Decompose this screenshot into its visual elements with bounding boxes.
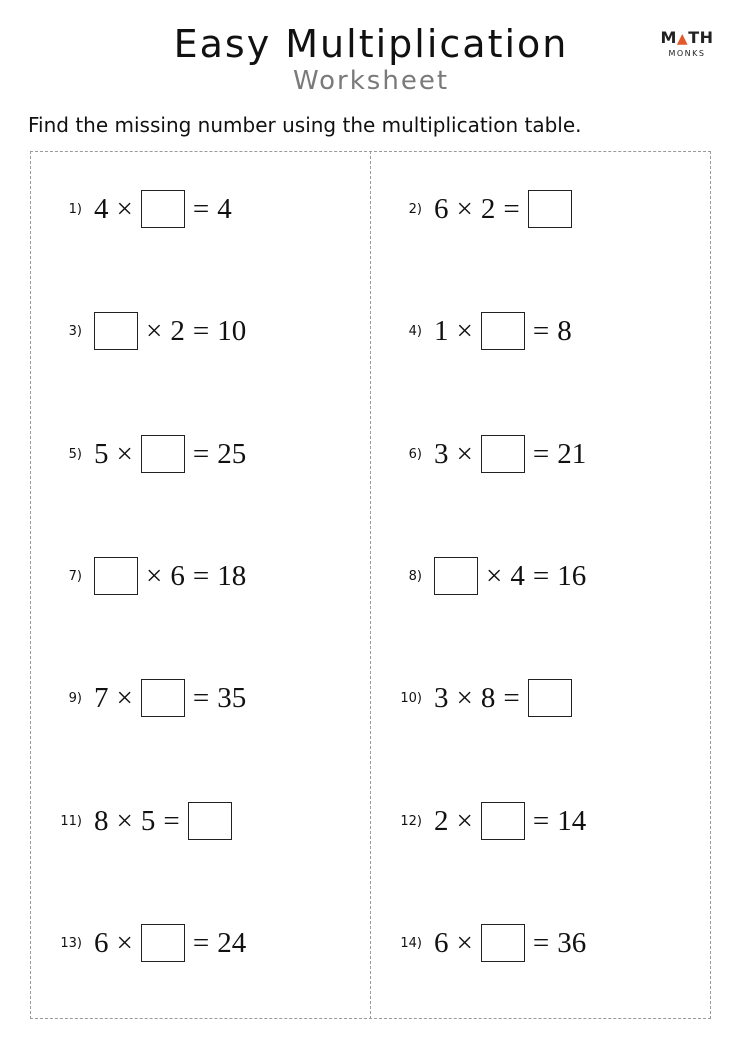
equals-sign: = xyxy=(503,192,520,225)
operand: 4 xyxy=(94,192,109,225)
answer-box[interactable] xyxy=(528,190,572,228)
multiply-sign: × xyxy=(456,192,473,225)
multiply-sign: × xyxy=(146,314,163,347)
problem-number: 8) xyxy=(408,568,422,584)
operand: 4 xyxy=(510,559,525,592)
multiply-sign: × xyxy=(486,559,503,592)
answer-box[interactable] xyxy=(528,679,572,717)
result-value: 36 xyxy=(557,926,587,959)
operand: 6 xyxy=(94,926,109,959)
multiply-sign: × xyxy=(456,804,473,837)
equals-sign: = xyxy=(192,192,210,225)
answer-box[interactable] xyxy=(481,312,525,350)
operand: 5 xyxy=(140,804,156,837)
answer-box[interactable] xyxy=(481,924,525,962)
equals-sign: = xyxy=(192,314,210,347)
problem-9 xyxy=(56,676,246,720)
answer-box[interactable] xyxy=(141,924,185,962)
answer-box[interactable] xyxy=(434,557,478,595)
problem-14 xyxy=(396,921,586,965)
result-value: 8 xyxy=(557,314,572,347)
operand: 5 xyxy=(94,437,109,470)
operand: 2 xyxy=(434,804,449,837)
problem-10 xyxy=(396,676,572,720)
triangle-icon: ▲ xyxy=(676,31,689,47)
operand: 1 xyxy=(434,314,449,347)
multiply-sign: × xyxy=(146,559,163,592)
equals-sign: = xyxy=(532,804,550,837)
multiply-sign: × xyxy=(116,437,133,470)
problem-2 xyxy=(396,187,572,231)
problem-1 xyxy=(56,187,232,231)
problem-3 xyxy=(56,309,246,353)
multiply-sign: × xyxy=(116,926,133,959)
result-value: 24 xyxy=(217,926,247,959)
equals-sign: = xyxy=(192,437,210,470)
problem-number: 12) xyxy=(400,813,422,829)
equals-sign: = xyxy=(163,804,180,837)
operand: 7 xyxy=(94,681,109,714)
problem-4 xyxy=(396,309,572,353)
multiply-sign: × xyxy=(456,314,473,347)
equals-sign: = xyxy=(532,314,550,347)
result-value: 21 xyxy=(557,437,587,470)
problem-number: 14) xyxy=(400,935,422,951)
result-value: 10 xyxy=(217,314,247,347)
problem-number: 10) xyxy=(400,690,422,706)
problem-number: 5) xyxy=(68,446,82,462)
operand: 8 xyxy=(480,681,496,714)
answer-box[interactable] xyxy=(481,435,525,473)
equals-sign: = xyxy=(503,681,520,714)
problem-5 xyxy=(56,432,246,476)
equals-sign: = xyxy=(532,437,550,470)
operand: 8 xyxy=(94,804,109,837)
multiply-sign: × xyxy=(456,681,473,714)
problem-6 xyxy=(396,432,586,476)
problem-12 xyxy=(396,799,586,843)
operand: 6 xyxy=(434,192,449,225)
column-divider xyxy=(370,151,371,1019)
multiply-sign: × xyxy=(456,926,473,959)
answer-box[interactable] xyxy=(141,435,185,473)
equals-sign: = xyxy=(532,926,550,959)
multiply-sign: × xyxy=(116,804,133,837)
problem-number: 7) xyxy=(68,568,82,584)
result-value: 18 xyxy=(217,559,247,592)
problem-number: 1) xyxy=(68,201,82,217)
problem-number: 11) xyxy=(60,813,82,829)
operand: 6 xyxy=(434,926,449,959)
result-value: 4 xyxy=(217,192,232,225)
result-value: 25 xyxy=(217,437,247,470)
problem-number: 9) xyxy=(68,690,82,706)
logo-text-right: TH xyxy=(688,28,714,47)
problem-number: 6) xyxy=(408,446,422,462)
equals-sign: = xyxy=(192,559,210,592)
logo-text-left: M xyxy=(660,28,677,47)
equals-sign: = xyxy=(532,559,550,592)
problem-8 xyxy=(396,554,586,598)
operand: 3 xyxy=(434,437,449,470)
operand: 6 xyxy=(170,559,185,592)
result-value: 14 xyxy=(557,804,587,837)
problem-number: 3) xyxy=(68,323,82,339)
answer-box[interactable] xyxy=(481,802,525,840)
math-monks-logo xyxy=(656,30,718,58)
instruction-text: Find the missing number using the multiplication table. xyxy=(28,113,582,137)
result-value: 35 xyxy=(217,681,247,714)
multiply-sign: × xyxy=(116,681,133,714)
multiply-sign: × xyxy=(456,437,473,470)
answer-box[interactable] xyxy=(141,190,185,228)
operand: 2 xyxy=(170,314,185,347)
logo-wordmark xyxy=(656,30,718,47)
result-value: 16 xyxy=(557,559,587,592)
problem-number: 2) xyxy=(408,201,422,217)
problem-number: 13) xyxy=(60,935,82,951)
equals-sign: = xyxy=(192,926,210,959)
problem-number: 4) xyxy=(408,323,422,339)
worksheet-subtitle: Worksheet xyxy=(292,66,450,96)
problem-13 xyxy=(56,921,246,965)
problem-11 xyxy=(56,799,232,843)
multiply-sign: × xyxy=(116,192,133,225)
answer-box[interactable] xyxy=(188,802,232,840)
operand: 2 xyxy=(480,192,496,225)
worksheet-title: Easy Multiplication xyxy=(173,22,569,66)
logo-subtext: MONKS xyxy=(668,49,706,58)
problem-7 xyxy=(56,554,246,598)
answer-box[interactable] xyxy=(94,312,138,350)
operand: 3 xyxy=(434,681,449,714)
answer-box[interactable] xyxy=(94,557,138,595)
answer-box[interactable] xyxy=(141,679,185,717)
equals-sign: = xyxy=(192,681,210,714)
